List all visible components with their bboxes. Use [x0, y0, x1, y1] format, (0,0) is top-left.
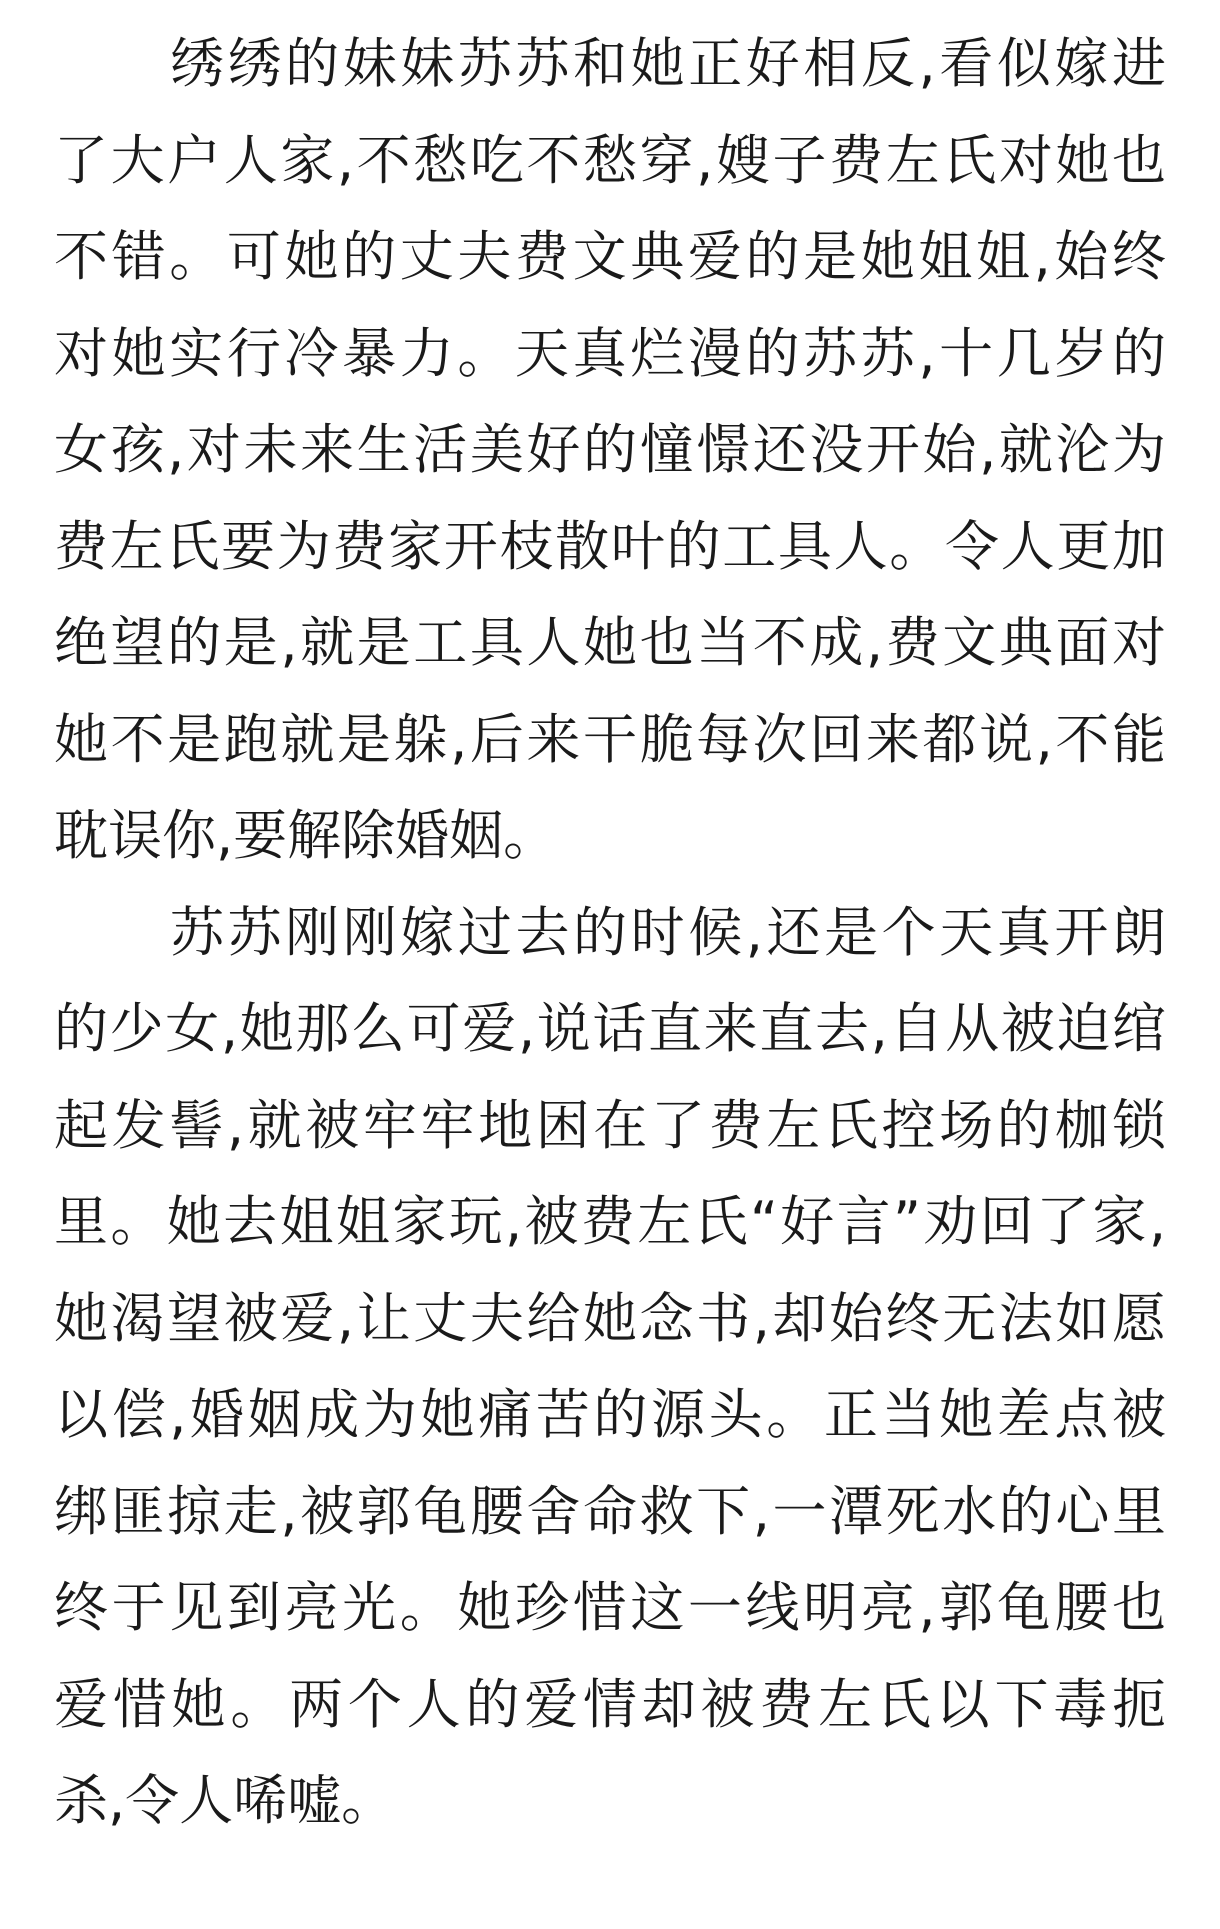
text-line: 苏苏刚刚嫁过去的时候,还是个天真开朗 — [170, 900, 1166, 964]
text-line: 耽误你,要解除婚姻。 — [54, 804, 558, 867]
text-line: 对她实行冷暴力。天真烂漫的苏苏,十几岁的 — [54, 321, 1166, 385]
text-line: 女孩,对未来生活美好的憧憬还没开始,就沦为 — [54, 418, 1166, 481]
text-line: 爱惜她。两个人的爱情却被费左氏以下毒扼 — [54, 1672, 1166, 1736]
article-body — [54, 16, 1166, 1850]
text-line: 费左氏要为费家开枝散叶的工具人。令人更加 — [54, 514, 1166, 578]
text-line: 起发髻,就被牢牢地困在了费左氏控场的枷锁 — [54, 1093, 1166, 1157]
text-line: 的少女,她那么可爱,说话直来直去,自从被迫绾 — [54, 997, 1166, 1060]
text-line: 她渴望被爱,让丈夫给她念书,却始终无法如愿 — [54, 1286, 1166, 1350]
paragraph-2 — [54, 885, 1166, 1850]
paragraph-1 — [54, 16, 1166, 885]
text-line: 杀,令人唏嘘。 — [54, 1769, 396, 1832]
text-line: 终于见到亮光。她珍惜这一线明亮,郭龟腰也 — [54, 1576, 1166, 1639]
text-line: 绝望的是,就是工具人她也当不成,费文典面对 — [54, 611, 1166, 674]
text-line: 绑匪掠走,被郭龟腰舍命救下,一潭死水的心里 — [54, 1479, 1166, 1543]
text-line: 不错。可她的丈夫费文典爱的是她姐姐,始终 — [54, 225, 1166, 288]
text-line: 绣绣的妹妹苏苏和她正好相反,看似嫁进 — [170, 32, 1166, 95]
text-line: 以偿,婚姻成为她痛苦的源头。正当她差点被 — [54, 1383, 1166, 1446]
text-line: 里。她去姐姐家玩,被费左氏“好言”劝回了家, — [54, 1190, 1166, 1253]
text-line: 她不是跑就是躲,后来干脆每次回来都说,不能 — [54, 707, 1166, 771]
text-line: 了大户人家,不愁吃不愁穿,嫂子费左氏对她也 — [54, 128, 1166, 192]
